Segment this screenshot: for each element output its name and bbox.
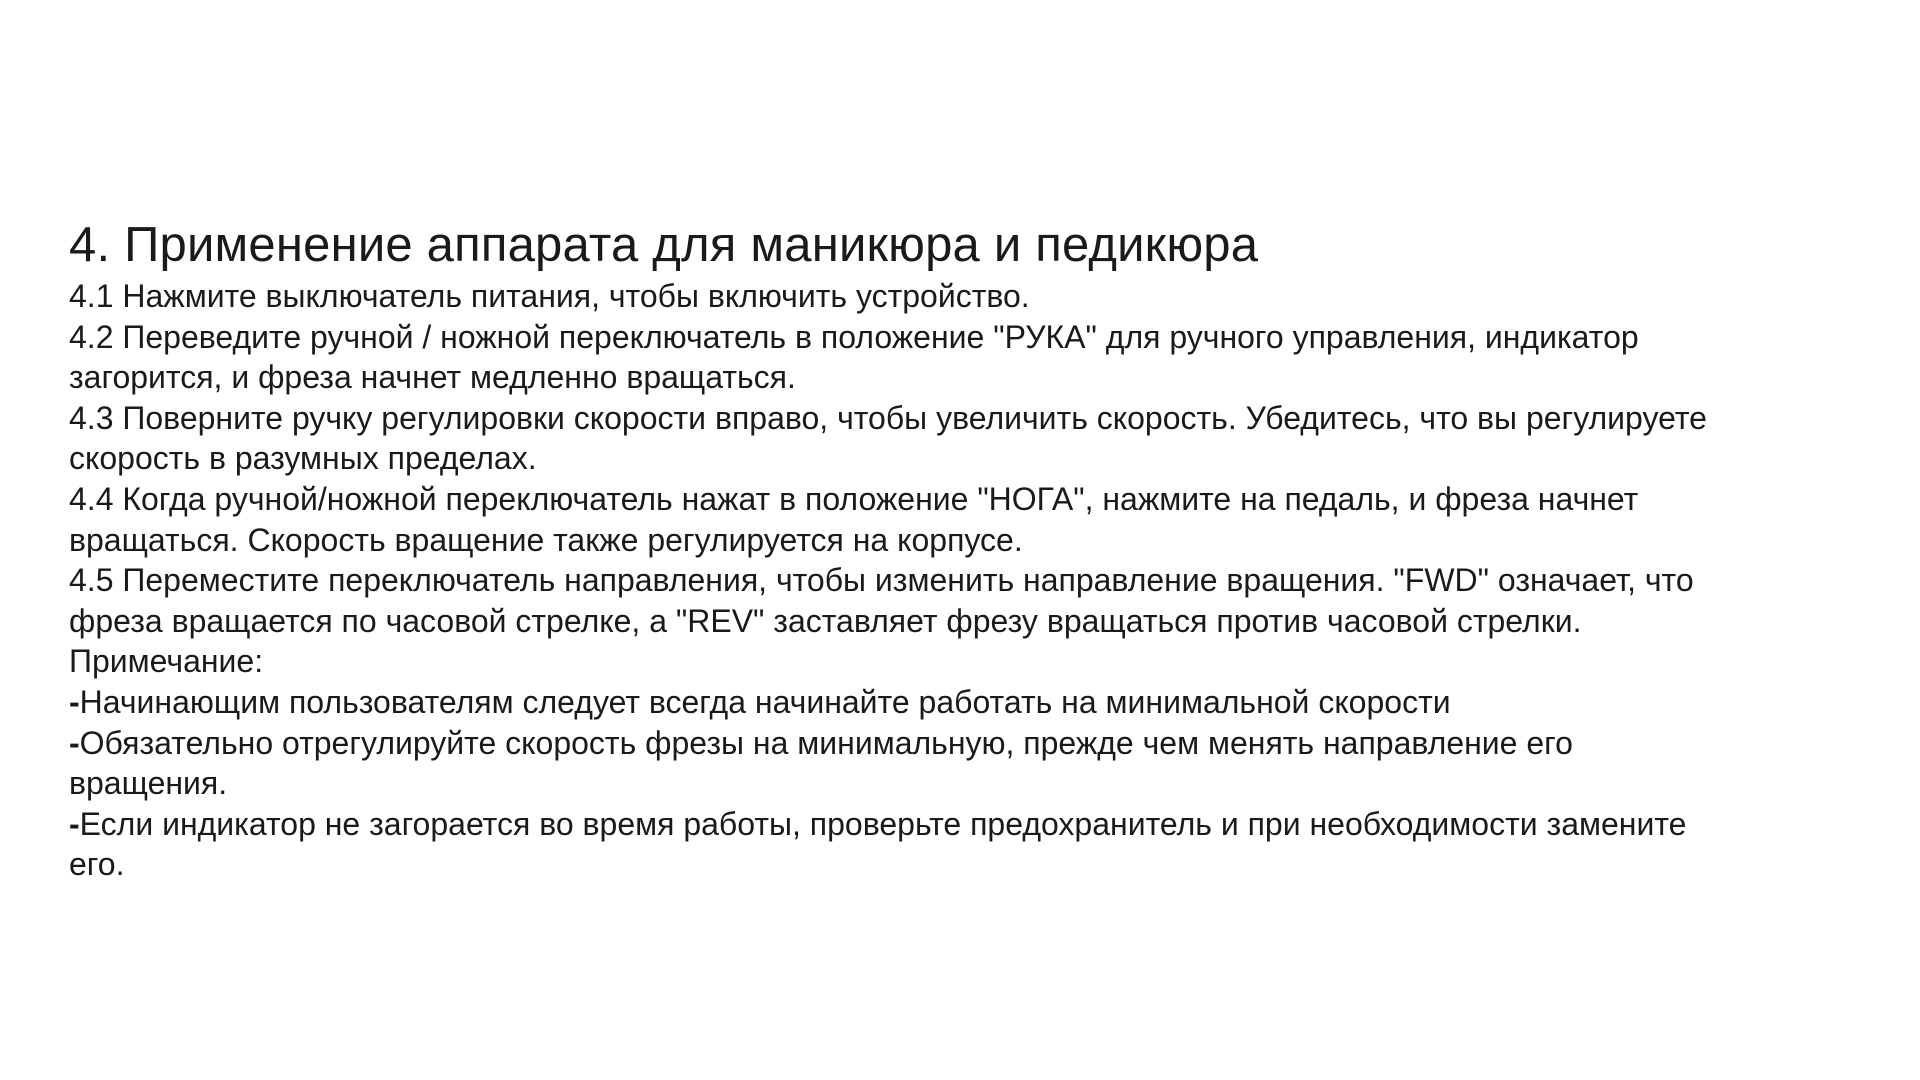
- note-item-1: [69, 682, 1889, 723]
- note-item-2-text: Обязательно отрегулируйте скорость фрезы на минимальную, прежде чем менять направление его: [79, 724, 1573, 761]
- note-item-2-line-2: вращения.: [69, 765, 228, 802]
- note-item-2-line-1: [69, 723, 1889, 764]
- step-4-4-line-1: 4.4 Когда ручной/ножной переключатель нажат в положение "НОГА", нажмите на педаль, и фреза начнет: [69, 480, 1639, 517]
- step-4-3-line-1: 4.3 Поверните ручку регулировки скорости вправо, чтобы увеличить скорость. Убедитесь, что вы регулируете: [69, 399, 1707, 436]
- step-4-3-line-2: скорость в разумных пределах.: [69, 440, 537, 477]
- step-4-5-line-1: 4.5 Переместите переключатель направления, чтобы изменить направление вращения. "FWD" означает, что: [69, 562, 1694, 599]
- note-item-3-line-1: [69, 804, 1889, 845]
- step-4-4-line-2: вращаться. Скорость вращение также регулируется на корпусе.: [69, 521, 1023, 558]
- step-4-5-line-2: фреза вращается по часовой стрелке, а "REV" заставляет фрезу вращаться против часовой стрелки.: [69, 602, 1582, 639]
- step-4-2-line-2: загорится, и фреза начнет медленно вращаться.: [69, 359, 796, 396]
- note-item-3-text: Если индикатор не загорается во время работы, проверьте предохранитель и при необходимости замените: [79, 805, 1687, 842]
- note-item-1-text: Начинающим пользователям следует всегда начинайте работать на минимальной скорости: [79, 683, 1451, 720]
- note-item-3-line-2: его.: [69, 846, 125, 883]
- document-page: [69, 216, 1889, 885]
- step-4-2-line-1: 4.2 Переведите ручной / ножной переключатель в положение "РУКА" для ручного управления, индикатор: [69, 318, 1639, 355]
- note-dash: -: [69, 724, 80, 761]
- note-heading: Примечание:: [69, 643, 264, 680]
- section-title: 4. Применение аппарата для маникюра и педикюра: [69, 218, 1259, 272]
- note-dash: -: [69, 805, 80, 842]
- note-dash: -: [69, 683, 80, 720]
- section-body: [69, 276, 1889, 885]
- step-4-1: 4.1 Нажмите выключатель питания, чтобы включить устройство.: [69, 278, 1030, 314]
